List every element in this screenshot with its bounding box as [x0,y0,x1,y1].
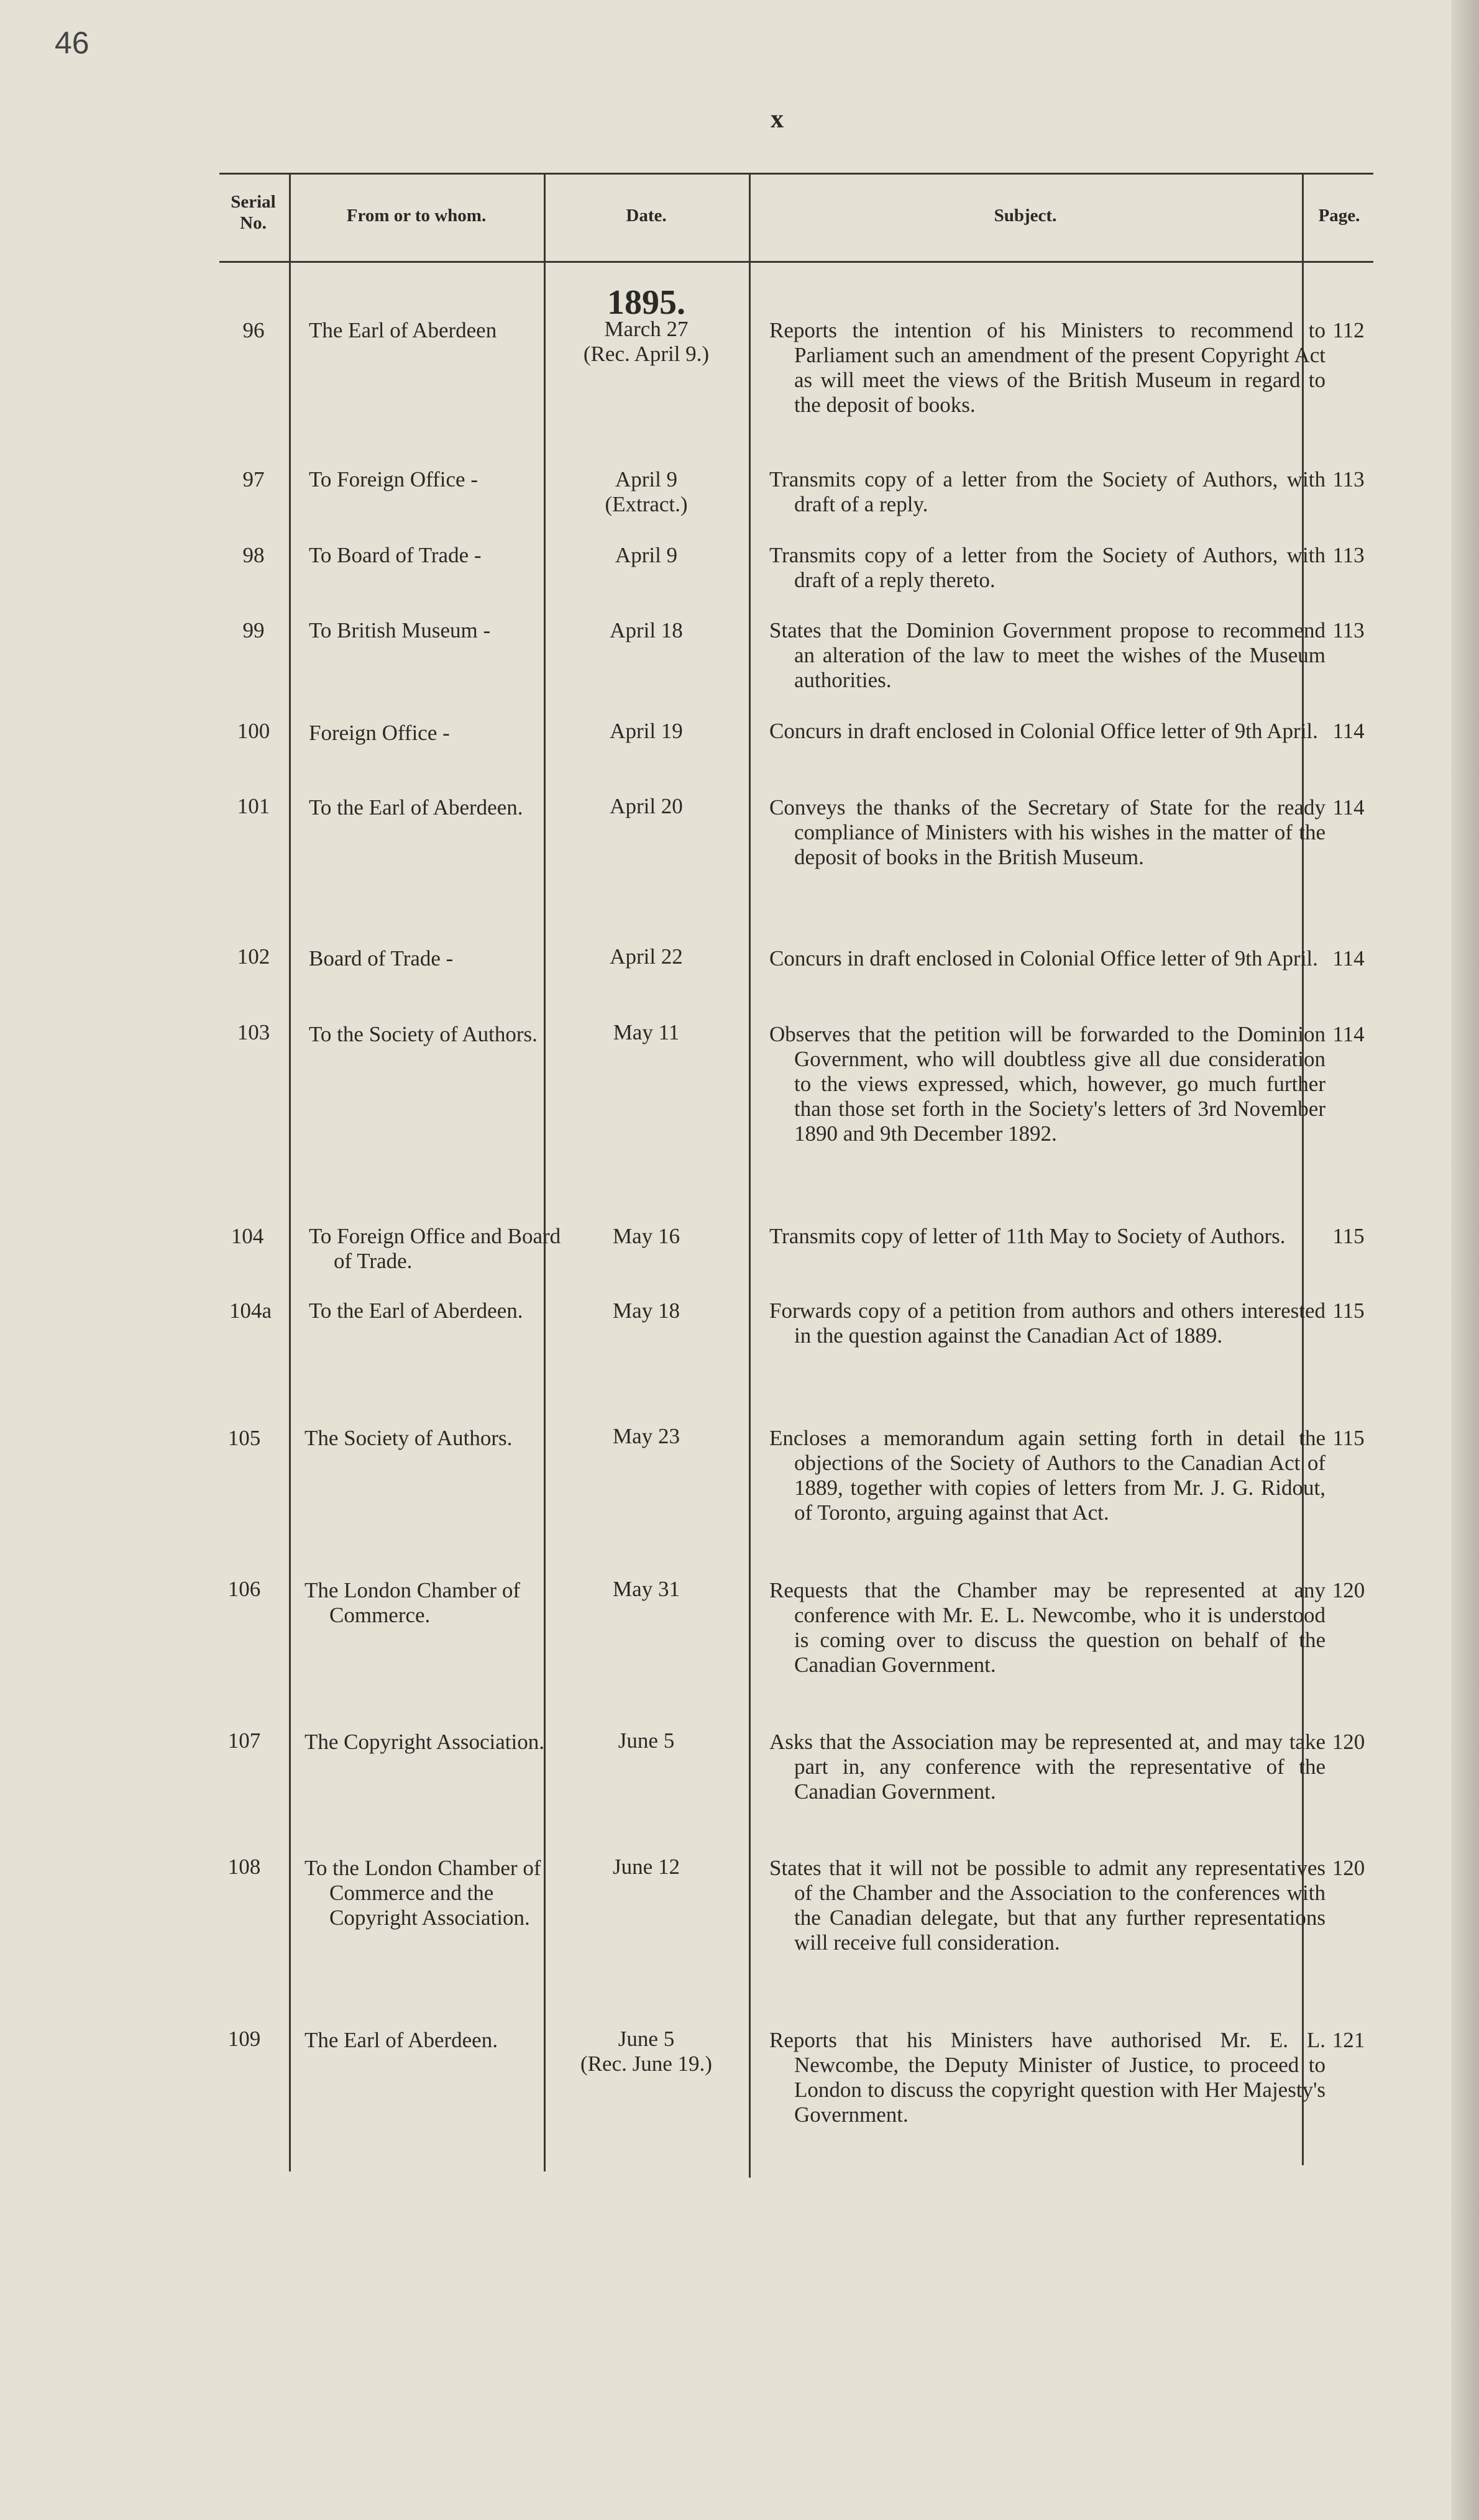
from-or-to: To the London Chamber of Commerce and the Copyright Association. [304,1856,541,1930]
year-heading: 1895. [607,283,685,322]
page-ref: 113 [1332,467,1365,491]
subject: Requests that the Chamber may be represented at any conference with Mr. E. L. Newcombe, who it is understood is coming over to discuss the question on behalf of the Canadian Government. [769,1578,1326,1677]
from-or-to: To the Earl of Aberdeen. [309,1299,523,1323]
date: June 5 (Rec. June 19.) [580,2027,712,2076]
serial-number: 98 [242,543,265,567]
roman-numeral: x [771,105,784,134]
page-ref: 113 [1332,618,1365,642]
page-ref: 120 [1332,1578,1365,1602]
date: June 12 [613,1855,680,1879]
from-or-to: The London Chamber of Commerce. [304,1578,520,1627]
serial-number: 102 [237,944,270,969]
from-or-to: Foreign Office - [309,721,450,745]
date: April 18 [610,618,683,642]
from-or-to: To the Society of Authors. [309,1022,538,1046]
date: May 11 [613,1020,680,1044]
subject: States that it will not be possible to admit any representatives of the Chamber and the Association to the conferences with the Canadian delegate, but that any further representations will receive full consideration. [769,1856,1326,1955]
page-number: 46 [55,25,89,60]
from-or-to: To the Earl of Aberdeen. [309,795,523,819]
header-from: From or to whom. [346,206,487,226]
serial-number: 104a [229,1299,272,1323]
date: April 22 [610,944,683,969]
serial-number: 109 [227,2027,261,2051]
subject: Transmits copy of a letter from the Society of Authors, with draft of a reply. [769,467,1326,516]
header-page: Page. [1318,206,1360,226]
page-ref: 120 [1332,1730,1365,1754]
page-ref: 121 [1332,2028,1365,2052]
from-or-to: The Earl of Aberdeen [309,318,497,342]
subject: Concurs in draft enclosed in Colonial Office letter of 9th April. [769,946,1318,970]
page-ref: 114 [1332,1022,1365,1046]
from-or-to: To Foreign Office and Board of Trade. [309,1224,561,1273]
date: May 31 [613,1577,680,1601]
from-or-to: The Copyright Association. [304,1730,544,1754]
header-subject: Subject. [994,206,1057,226]
date: April 20 [610,794,683,818]
serial-number: 106 [227,1577,261,1601]
serial-number: 108 [227,1855,261,1879]
date: May 16 [613,1224,680,1248]
serial-number: 101 [237,794,270,818]
page-ref: 113 [1332,543,1365,567]
subject: Forwards copy of a petition from authors and others interested in the question against the Canadian Act of 1889. [769,1299,1326,1348]
from-or-to: Board of Trade - [309,946,454,970]
page-ref: 114 [1332,719,1365,743]
subject: Observes that the petition will be forwarded to the Dominion Government, who will doubtless give all due consideration to the views expressed, which, however, go much further than those set forth in the Society's letters of 3rd November 1890 and 9th December 1892. [769,1022,1326,1146]
subject: Conveys the thanks of the Secretary of State for the ready compliance of Ministers with his wishes in the matter of the deposit of books in the British Museum. [769,795,1326,869]
serial-number: 99 [242,618,265,642]
serial-number: 100 [237,719,270,743]
page-ref: 115 [1332,1426,1365,1450]
from-or-to: To Foreign Office - [309,467,478,491]
subject: Asks that the Association may be represented at, and may take part in, any conference with the representative of the Canadian Government. [769,1730,1326,1804]
from-or-to: The Society of Authors. [304,1426,513,1450]
subject: Concurs in draft enclosed in Colonial Office letter of 9th April. [769,719,1318,743]
subject: Transmits copy of a letter from the Society of Authors, with draft of a reply thereto. [769,543,1326,592]
date: April 19 [610,719,683,743]
subject: States that the Dominion Government propose to recommend an alteration of the law to meet the wishes of the Museum authorities. [769,618,1326,692]
page-ref: 115 [1332,1224,1365,1248]
date: March 27 (Rec. April 9.) [583,317,710,366]
page-ref: 114 [1332,795,1365,819]
from-or-to: The Earl of Aberdeen. [304,2028,498,2052]
header-bottom-rule [219,261,1373,263]
subject: Encloses a memorandum again setting forth in detail the objections of the Society of Authors to the Canadian Act of 1889, together with copies of letters from Mr. J. G. Ridout, of Toronto, arguing against that Act. [769,1426,1326,1525]
column-divider-3 [749,174,751,2178]
date: May 18 [613,1299,680,1323]
header-serial: Serial No. [231,192,276,233]
subject: Reports the intention of his Ministers to recommend to Parliament such an amendment of the present Copyright Act as will meet the views of the British Museum in regard to the deposit of books. [769,318,1326,417]
page-ref: 114 [1332,946,1365,970]
serial-number: 96 [242,318,265,342]
serial-number: 97 [242,467,265,491]
page-edge [1451,0,1479,2520]
page-ref: 112 [1332,318,1365,342]
serial-number: 105 [227,1426,261,1450]
serial-number: 107 [227,1728,261,1753]
header-date: Date. [626,206,667,226]
date: April 9 [615,543,678,567]
serial-number: 104 [231,1224,264,1248]
date: June 5 [618,1728,675,1753]
from-or-to: To Board of Trade - [309,543,482,567]
date: April 9 (Extract.) [605,467,688,516]
subject: Reports that his Ministers have authorised Mr. E. L. Newcombe, the Deputy Minister of Justice, to proceed to London to discuss the copyright question with Her Majesty's Government. [769,2028,1326,2127]
page-ref: 115 [1332,1299,1365,1323]
page-ref: 120 [1332,1856,1365,1880]
from-or-to: To British Museum - [309,618,491,642]
subject: Transmits copy of letter of 11th May to Society of Authors. [769,1224,1286,1248]
date: May 23 [613,1424,680,1448]
serial-number: 103 [237,1020,270,1044]
table-top-rule [219,173,1373,175]
